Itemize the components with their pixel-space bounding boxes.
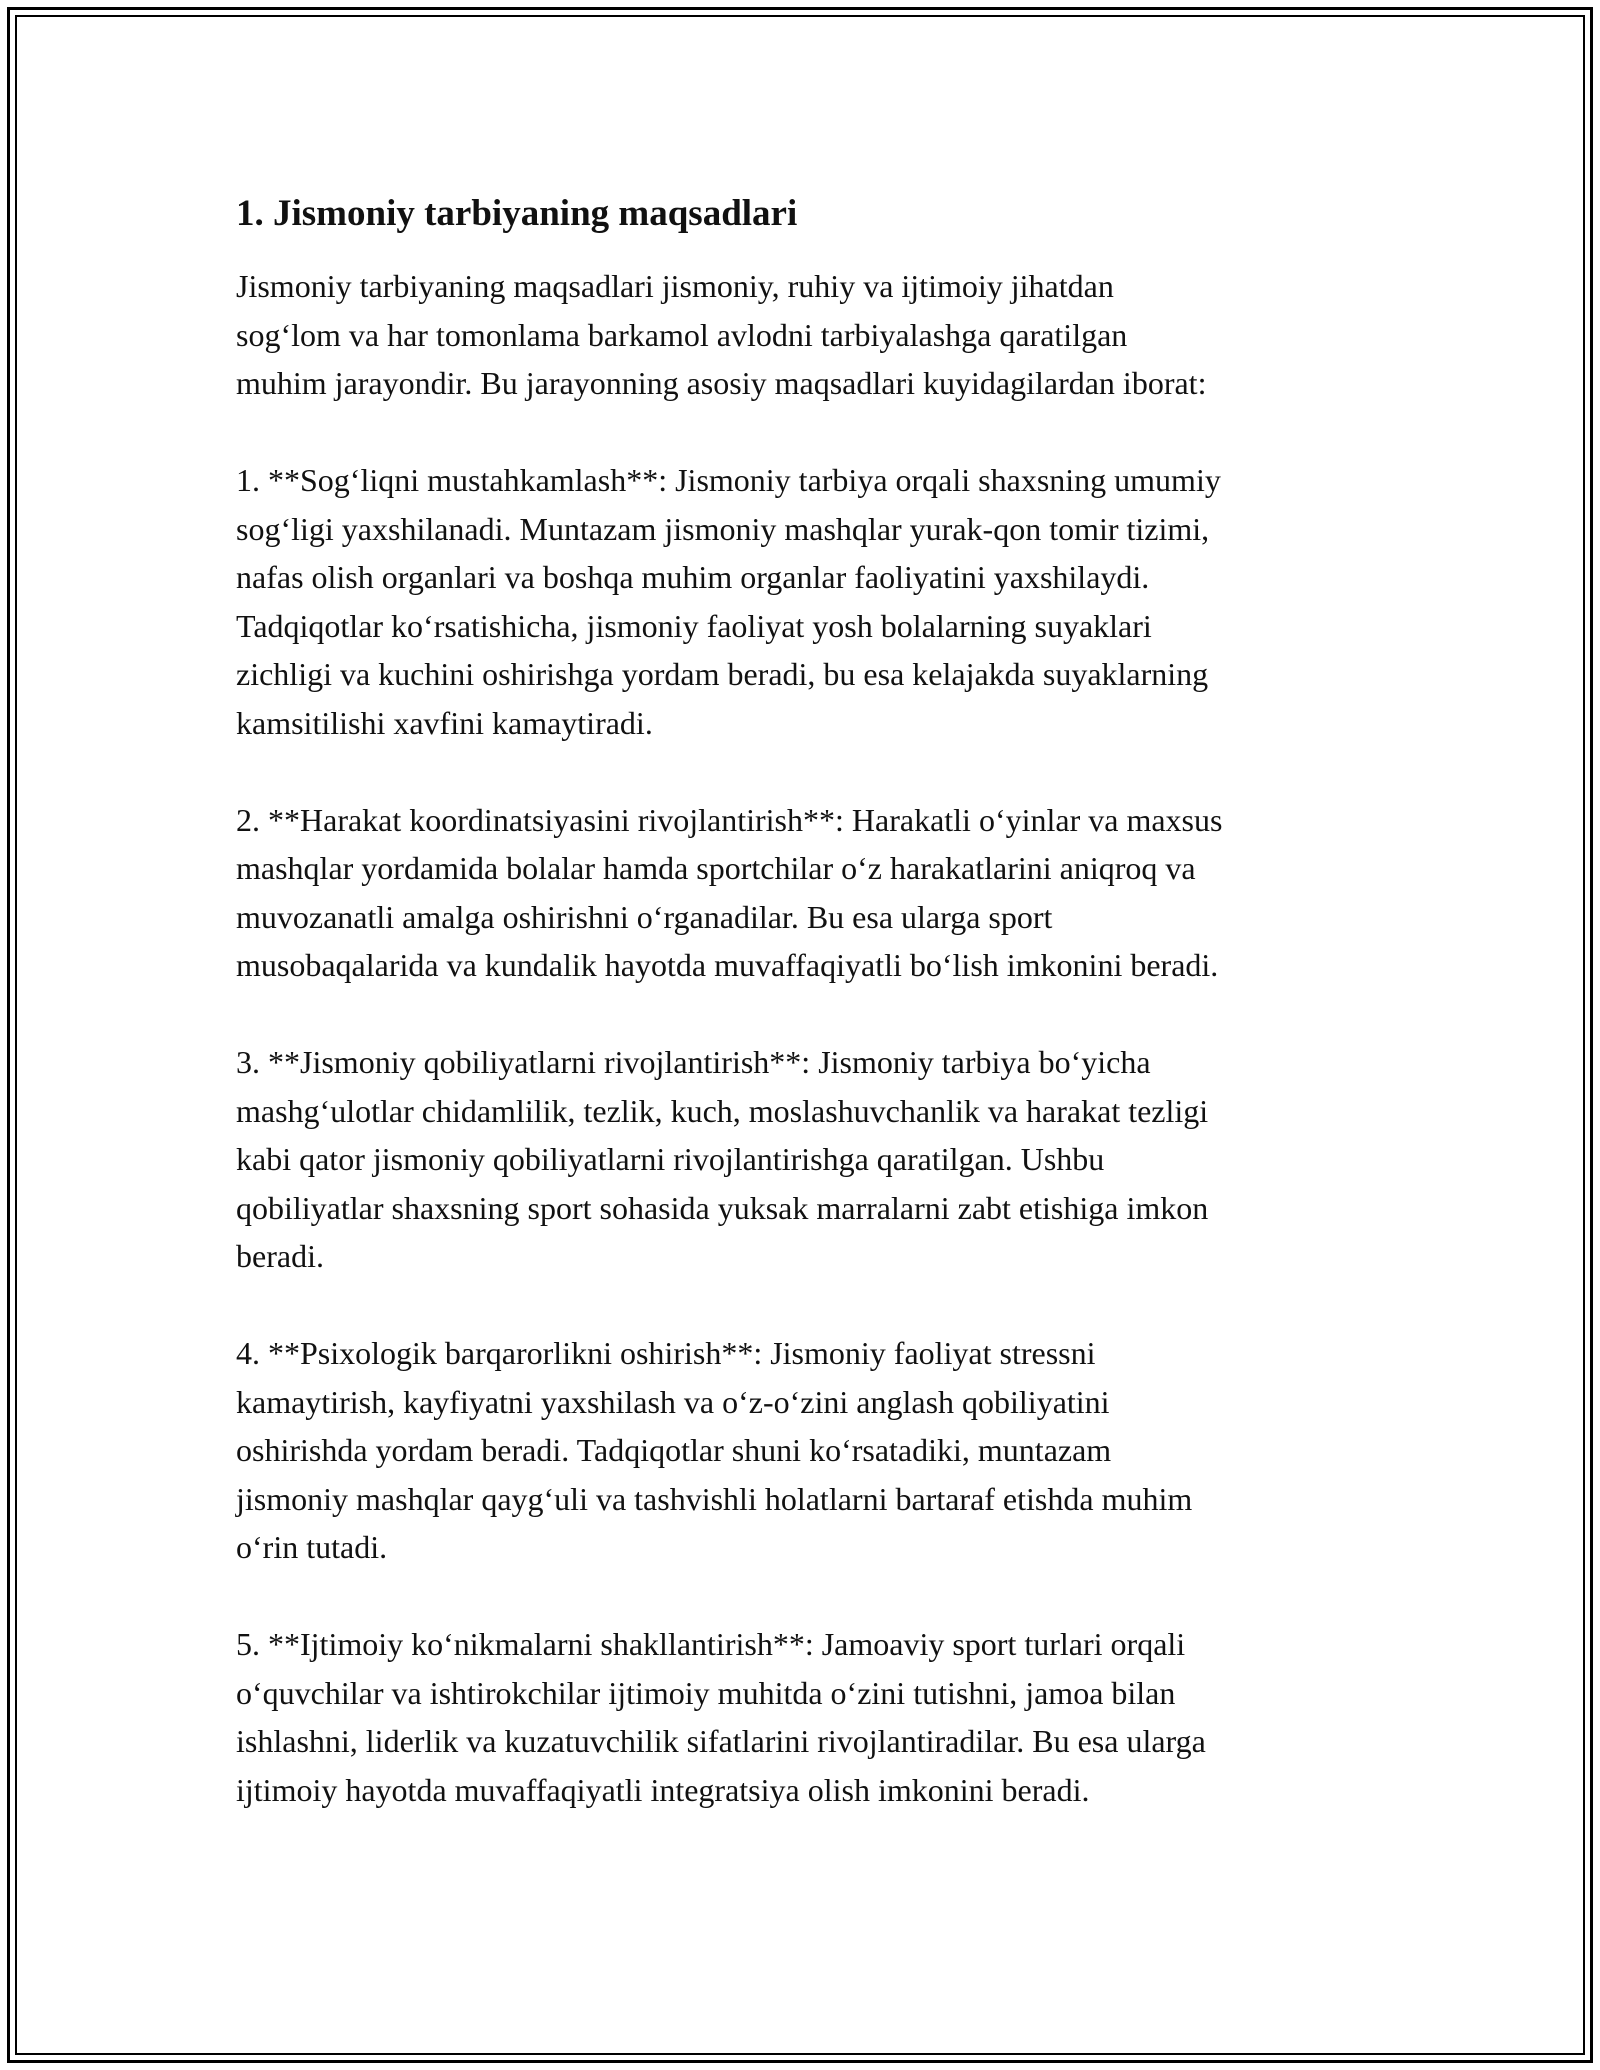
text-line: muhim jarayondir. Bu jarayonning asosiy maqsadlari kuyidagilardan iborat:	[236, 365, 1207, 401]
text-line: muvozanatli amalga oshirishni o‘rganadilar. Bu esa ularga sport	[236, 898, 1053, 935]
list-item-paragraph-2	[236, 796, 1386, 990]
list-item-paragraph-3	[236, 1038, 1386, 1281]
list-item-paragraph-4	[236, 1329, 1386, 1572]
text-line: 3. **Jismoniy qobiliyatlarni rivojlantirish**: Jismoniy tarbiya bo‘yicha	[236, 1044, 1151, 1080]
text-line: mashqlar yordamida bolalar hamda sportchilar o‘z harakatlarini aniqroq va	[236, 850, 1196, 886]
text-line: zichligi va kuchini oshirishga yordam beradi, bu esa kelajakda suyaklarning	[236, 656, 1209, 692]
list-item-paragraph-1	[236, 456, 1386, 747]
text-line: kamaytirish, kayfiyatni yaxshilash va o‘z-o‘zini anglash qobiliyatini	[236, 1383, 1110, 1420]
text-line: 5. **Ijtimoiy ko‘nikmalarni shakllantirish**: Jamoaviy sport turlari orqali	[236, 1626, 1186, 1662]
text-line: 4. **Psixologik barqarorlikni oshirish**: Jismoniy faoliyat stressni	[236, 1335, 1096, 1371]
text-line: kamsitilishi xavfini kamaytiradi.	[236, 704, 653, 741]
text-line: 1. **Sog‘liqni mustahkamlash**: Jismoniy tarbiya orqali shaxsning umumiy	[236, 462, 1221, 498]
text-line: qobiliyatlar shaxsning sport sohasida yuksak marralarni zabt etishiga imkon	[236, 1189, 1209, 1226]
text-line: oshirishda yordam beradi. Tadqiqotlar shuni ko‘rsatadiki, muntazam	[236, 1432, 1112, 1468]
list-item-paragraph-5	[236, 1620, 1386, 1814]
text-line: sog‘lom va har tomonlama barkamol avlodni tarbiyalashga qaratilgan	[236, 316, 1128, 353]
text-line: sog‘ligi yaxshilanadi. Muntazam jismoniy mashqlar yurak-qon tomir tizimi,	[236, 510, 1210, 547]
text-line: o‘rin tutadi.	[236, 1529, 388, 1565]
text-line: Jismoniy tarbiyaning maqsadlari jismoniy, ruhiy va ijtimoiy jihatdan	[236, 268, 1114, 304]
text-line: nafas olish organlari va boshqa muhim organlar faoliyatini yaxshilaydi.	[236, 559, 1150, 595]
text-line: kabi qator jismoniy qobiliyatlarni rivojlantirishga qaratilgan. Ushbu	[236, 1141, 1105, 1177]
text-line: musobaqalarida va kundalik hayotda muvaffaqiyatli bo‘lish imkonini beradi.	[236, 947, 1219, 983]
document-body	[236, 188, 1386, 1814]
text-line: o‘quvchilar va ishtirokchilar ijtimoiy muhitda o‘zini tutishni, jamoa bilan	[236, 1674, 1176, 1711]
text-line: 2. **Harakat koordinatsiyasini rivojlantirish**: Harakatli o‘yinlar va maxsus	[236, 801, 1223, 838]
text-line: ijtimoiy hayotda muvaffaqiyatli integratsiya olish imkonini beradi.	[236, 1771, 1090, 1808]
text-line: mashg‘ulotlar chidamlilik, tezlik, kuch, moslashuvchanlik va harakat tezligi	[236, 1092, 1209, 1129]
intro-paragraph	[236, 262, 1386, 408]
text-line: Tadqiqotlar ko‘rsatishicha, jismoniy faoliyat yosh bolalarning suyaklari	[236, 607, 1152, 644]
text-line: jismoniy mashqlar qayg‘uli va tashvishli holatlarni bartaraf etishda muhim	[236, 1480, 1193, 1517]
section-heading: 1. Jismoniy tarbiyaning maqsadlari	[236, 193, 798, 234]
text-line: ishlashni, liderlik va kuzatuvchilik sifatlarini rivojlantiradilar. Bu esa ularga	[236, 1723, 1206, 1759]
text-line: beradi.	[236, 1238, 324, 1274]
